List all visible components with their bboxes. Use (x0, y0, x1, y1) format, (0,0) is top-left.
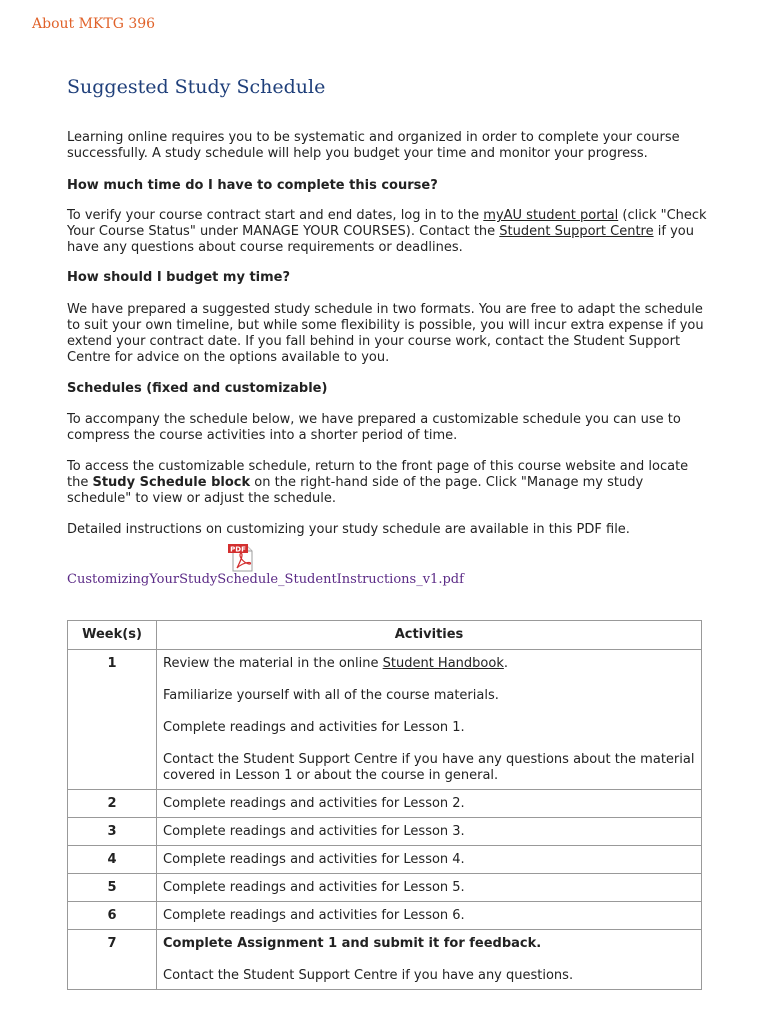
activities-column-header: Activities (157, 621, 702, 650)
pdf-file-icon[interactable] (227, 543, 257, 573)
intro-text: Learning online requires you to be systematic and organized in order to complete your course successfully. A study schedule will help you budget your time and monitor your progress. (67, 130, 680, 161)
assignment-activity: Complete Assignment 1 and submit it for feedback. (163, 936, 542, 951)
table-row (68, 902, 702, 930)
week-cell (68, 818, 157, 846)
week-cell (68, 874, 157, 902)
pdf-icon-label: PDF (230, 545, 246, 554)
verify-text-post: if you have any questions about course requirements or deadlines. (67, 224, 694, 255)
table-row (68, 846, 702, 874)
access-text-pre: To access the customizable schedule, return to the front page of this course website and locate the (67, 459, 689, 490)
week-column-header: Week(s) (68, 621, 157, 650)
handbook-activity (163, 656, 695, 672)
lesson1-activity: Complete readings and activities for Lesson 1. (163, 720, 465, 735)
verify-text-pre: To verify your course contract start and end dates, log in to the (67, 208, 484, 223)
breadcrumb-link[interactable]: About MKTG 396 (32, 16, 156, 32)
table-row (68, 930, 702, 990)
activity-text: Complete readings and activities for Lesson 3. (163, 824, 465, 839)
verify-text-mid: (click "Check Your Course Status" under MANAGE YOUR COURSES). Contact the (67, 208, 707, 239)
week-cell (68, 846, 157, 874)
student-support-link[interactable]: Student Support Centre (499, 224, 654, 239)
activity-text: Complete readings and activities for Lesson 5. (163, 880, 465, 895)
week-number: 4 (107, 852, 117, 867)
activities-cell (157, 650, 702, 790)
week-cell (68, 790, 157, 818)
pdf-download-link[interactable]: CustomizingYourStudySchedule_StudentInstructions_v1.pdf (67, 572, 464, 587)
week-cell (68, 650, 157, 790)
access-paragraph (67, 459, 707, 507)
accompany-text: To accompany the schedule below, we have prepared a customizable schedule you can use to compress the course activities into a shorter period of time. (67, 412, 681, 443)
handbook-text-post: . (503, 656, 508, 671)
study-schedule-block-term: Study Schedule block (92, 475, 251, 490)
activity-text: Complete readings and activities for Lesson 2. (163, 796, 465, 811)
activities-cell (157, 902, 702, 930)
budget-text: We have prepared a suggested study schedule in two formats. You are free to adapt the schedule to suit your own timeline, but while some flexibility is possible, you will incur extra expense if you extend your contract date. If you fall behind in your course work, contact the Student Support Centre for advice on the options available to you. (67, 302, 704, 365)
week-cell (68, 902, 157, 930)
table-row (68, 650, 702, 790)
table-row (68, 874, 702, 902)
table-row (68, 790, 702, 818)
week-cell (68, 930, 157, 990)
student-handbook-link[interactable]: Student Handbook (382, 656, 504, 671)
week-number: 2 (107, 796, 117, 811)
budget-heading: How should I budget my time? (67, 270, 291, 285)
activity-text: Complete readings and activities for Lesson 4. (163, 852, 465, 867)
myau-portal-link[interactable]: myAU student portal (483, 208, 619, 223)
schedules-heading: Schedules (fixed and customizable) (67, 381, 328, 396)
table-header-row (68, 621, 702, 650)
detailed-text: Detailed instructions on customizing your study schedule are available in this PDF file. (67, 522, 630, 537)
activities-cell (157, 874, 702, 902)
week-number: 5 (107, 880, 117, 895)
week-number: 1 (107, 656, 117, 671)
verify-paragraph (67, 208, 707, 256)
week-number: 3 (107, 824, 117, 839)
contact-activity: Contact the Student Support Centre if you have any questions. (163, 968, 574, 983)
activities-cell (157, 818, 702, 846)
activities-cell (157, 790, 702, 818)
contact-activity: Contact the Student Support Centre if you have any questions about the material covered in Lesson 1 or about the course in general. (163, 752, 695, 783)
week-number: 6 (107, 908, 117, 923)
familiarize-activity: Familiarize yourself with all of the course materials. (163, 688, 499, 703)
week-number: 7 (107, 936, 117, 951)
activities-cell (157, 846, 702, 874)
page-title: Suggested Study Schedule (67, 76, 326, 98)
access-text-post: on the right-hand side of the page. Click "Manage my study schedule" to view or adjust the schedule. (67, 475, 644, 506)
main-content (67, 130, 707, 538)
activity-text: Complete readings and activities for Lesson 6. (163, 908, 465, 923)
activities-cell (157, 930, 702, 990)
time-heading: How much time do I have to complete this course? (67, 178, 438, 193)
handbook-text-pre: Review the material in the online (163, 656, 383, 671)
study-schedule-table (67, 620, 702, 990)
table-row (68, 818, 702, 846)
